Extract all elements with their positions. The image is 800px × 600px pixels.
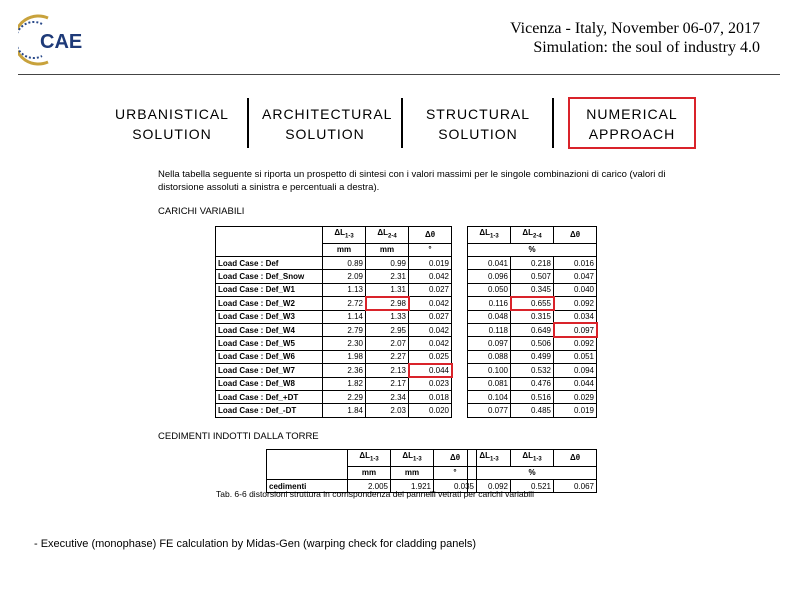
tab-architectural-solution[interactable] [262, 104, 393, 144]
cell-value: 2.005 [348, 479, 391, 492]
table-row [468, 283, 597, 296]
cell-value: 0.485 [511, 404, 554, 417]
row-label: Load Case : Def_W7 [216, 364, 323, 377]
table-row [468, 390, 597, 403]
cell-value: 0.092 [554, 297, 597, 310]
tab-label-line1: URBANISTICAL [115, 106, 229, 122]
cell-value: 0.025 [409, 350, 452, 363]
table-row [468, 323, 597, 336]
cell-value: 0.476 [511, 377, 554, 390]
table-row [468, 350, 597, 363]
event-subtitle: Simulation: the soul of industry 4.0 [533, 39, 760, 56]
row-label: Load Case : Def_Snow [216, 270, 323, 283]
cell-value: 0.345 [511, 283, 554, 296]
cell-value: 0.100 [468, 364, 511, 377]
tab-label-line1: STRUCTURAL [425, 106, 531, 122]
unit-mm: mm [323, 243, 366, 256]
row-label: Load Case : Def_W2 [216, 297, 323, 310]
cell-value: 1.13 [323, 283, 366, 296]
tab-separator [247, 98, 249, 148]
cell-value: 0.044 [554, 377, 597, 390]
cell-value: 2.27 [366, 350, 409, 363]
table-row [468, 337, 597, 350]
cell-value: 0.040 [554, 283, 597, 296]
cell-value: 0.023 [409, 377, 452, 390]
unit-blank [554, 243, 597, 256]
tab-label-line2: APPROACH [588, 126, 676, 142]
tab-label-line2: SOLUTION [438, 126, 518, 142]
cell-value: 0.050 [468, 283, 511, 296]
cell-value: 1.98 [323, 350, 366, 363]
unit-mm: mm [366, 243, 409, 256]
table-row [216, 350, 452, 363]
cell-value: 0.041 [468, 256, 511, 269]
unit-mm: mm [391, 466, 434, 479]
cell-value: 2.31 [366, 270, 409, 283]
cell-value: 0.029 [554, 390, 597, 403]
table-row [216, 337, 452, 350]
table-cedimenti-absolute [266, 449, 477, 493]
col-header-dl13: $\Delta L_{1-3}$ [323, 227, 366, 244]
cell-value: 2.13 [366, 364, 409, 377]
cell-value: 0.506 [511, 337, 554, 350]
footer-note: - Executive (monophase) FE calculation by Midas-Gen (warping check for cladding panels) [34, 538, 477, 550]
table-row [216, 404, 452, 417]
cell-value: 1.31 [366, 283, 409, 296]
header-blank [216, 227, 323, 244]
cell-value: 0.097 [554, 323, 597, 336]
cell-value: 1.84 [323, 404, 366, 417]
cell-value: 0.104 [468, 390, 511, 403]
unit-blank [468, 466, 511, 479]
cell-value: 1.82 [323, 377, 366, 390]
col-header-dl13: $\Delta L_{1-3}$ [391, 450, 434, 467]
table-row [216, 256, 452, 269]
unit-deg: ° [434, 466, 477, 479]
tab-separator [552, 98, 554, 148]
cell-value: 0.027 [409, 283, 452, 296]
intro-paragraph: Nella tabella seguente si riporta un prospetto di sintesi con i valori massimi per le singole combinazioni di carico (valori di distorsione assoluti a sinistra e percentuali a destra). [158, 169, 666, 193]
cell-value: 2.72 [323, 297, 366, 310]
table-row [468, 310, 597, 323]
cell-value: 0.116 [468, 297, 511, 310]
cell-value: 0.499 [511, 350, 554, 363]
unit-mm: mm [348, 466, 391, 479]
tab-label-line1: NUMERICAL [586, 106, 678, 122]
cell-value: 1.14 [323, 310, 366, 323]
col-header-dl13: $\Delta L_{1-3}$ [511, 450, 554, 467]
cell-value: 0.096 [468, 270, 511, 283]
table-row [216, 310, 452, 323]
tab-separator [401, 98, 403, 148]
logo-graphic [18, 10, 98, 70]
cell-value: 2.98 [366, 297, 409, 310]
table-row [468, 270, 597, 283]
cell-value: 0.649 [511, 323, 554, 336]
tab-urbanistical-solution[interactable] [112, 104, 232, 144]
cell-value: 2.17 [366, 377, 409, 390]
tab-structural-solution[interactable] [416, 104, 540, 144]
cell-value: 0.027 [409, 310, 452, 323]
cell-value: 2.36 [323, 364, 366, 377]
cell-value: 1.921 [391, 479, 434, 492]
unit-blank [468, 243, 511, 256]
row-label: Load Case : Def_+DT [216, 390, 323, 403]
unit-deg: ° [409, 243, 452, 256]
cell-value: 0.019 [409, 256, 452, 269]
cell-value: 0.218 [511, 256, 554, 269]
col-header-dtheta: Δθ [554, 227, 597, 244]
cell-value: 2.09 [323, 270, 366, 283]
col-header-dl24: $\Delta L_{2-4}$ [511, 227, 554, 244]
table-row [468, 404, 597, 417]
cell-value: 0.532 [511, 364, 554, 377]
table-row [216, 364, 452, 377]
table-row [216, 270, 452, 283]
cell-value: 2.34 [366, 390, 409, 403]
table-row [216, 297, 452, 310]
cell-value: 0.018 [409, 390, 452, 403]
row-label: Load Case : Def [216, 256, 323, 269]
table-row [468, 256, 597, 269]
cell-value: 0.99 [366, 256, 409, 269]
cell-value: 0.051 [554, 350, 597, 363]
tab-label-line2: SOLUTION [285, 126, 365, 142]
header-divider [18, 74, 780, 75]
cell-value: 2.07 [366, 337, 409, 350]
cell-value: 0.088 [468, 350, 511, 363]
cell-value: 0.092 [468, 479, 511, 492]
table-row [216, 283, 452, 296]
cell-value: 0.081 [468, 377, 511, 390]
table-cedimenti-percent [467, 449, 597, 493]
cell-value: 0.042 [409, 323, 452, 336]
cell-value: 0.655 [511, 297, 554, 310]
cell-value: 1.33 [366, 310, 409, 323]
unit-pct: % [511, 466, 554, 479]
unit-blank [554, 466, 597, 479]
row-label-cedimenti: cedimenti [267, 479, 348, 492]
col-header-dl13: $\Delta L_{1-3}$ [468, 450, 511, 467]
table-row [216, 390, 452, 403]
event-location-date: Vicenza - Italy, November 06-07, 2017 [510, 20, 760, 37]
cell-value: 0.118 [468, 323, 511, 336]
cell-value: 0.048 [468, 310, 511, 323]
cell-value: 0.047 [554, 270, 597, 283]
header-blank [267, 466, 348, 479]
cell-value: 0.315 [511, 310, 554, 323]
cell-value: 0.042 [409, 297, 452, 310]
cell-value: 2.30 [323, 337, 366, 350]
table-percent-distortions [467, 226, 597, 418]
cell-value: 0.516 [511, 390, 554, 403]
cae-logo [18, 10, 98, 70]
cell-value: 0.042 [409, 337, 452, 350]
cell-value: 0.507 [511, 270, 554, 283]
cell-value: 0.094 [554, 364, 597, 377]
cell-value: 0.034 [554, 310, 597, 323]
cell-value: 0.521 [511, 479, 554, 492]
col-header-dtheta: Δθ [409, 227, 452, 244]
cell-value: 2.03 [366, 404, 409, 417]
cell-value: 0.020 [409, 404, 452, 417]
col-header-dl24: $\Delta L_{2-4}$ [366, 227, 409, 244]
cell-value: 0.89 [323, 256, 366, 269]
row-label: Load Case : Def_-DT [216, 404, 323, 417]
table-row [216, 323, 452, 336]
row-label: Load Case : Def_W4 [216, 323, 323, 336]
col-header-dtheta: Δθ [554, 450, 597, 467]
logo-text: CAE [40, 31, 83, 53]
col-header-dl13: $\Delta L_{1-3}$ [348, 450, 391, 467]
col-header-dl13: $\Delta L_{1-3}$ [468, 227, 511, 244]
table-caption: Tab. 6-6 distorsioni struttura in corrispondenza dei pannelli vetrati per carichi variabili [216, 489, 534, 499]
table-row [468, 377, 597, 390]
section-title-carichi-variabili: CARICHI VARIABILI [158, 206, 245, 217]
table-row [468, 364, 597, 377]
row-label: Load Case : Def_W8 [216, 377, 323, 390]
unit-pct: % [511, 243, 554, 256]
cell-value: 0.044 [409, 364, 452, 377]
table-row [216, 377, 452, 390]
row-label: Load Case : Def_W1 [216, 283, 323, 296]
row-label: Load Case : Def_W3 [216, 310, 323, 323]
tab-label-line1: ARCHITECTURAL [262, 106, 393, 122]
tab-numerical-approach[interactable] [568, 97, 696, 149]
cell-value: 0.067 [554, 479, 597, 492]
cell-value: 2.79 [323, 323, 366, 336]
cell-value: 0.092 [554, 337, 597, 350]
col-header-dtheta: Δθ [434, 450, 477, 467]
header-blank [216, 243, 323, 256]
header-blank [267, 450, 348, 467]
cell-value: 0.035 [434, 479, 477, 492]
section-title-cedimenti: CEDIMENTI INDOTTI DALLA TORRE [158, 431, 319, 442]
row-label: Load Case : Def_W6 [216, 350, 323, 363]
tab-label-line2: SOLUTION [132, 126, 212, 142]
cell-value: 0.016 [554, 256, 597, 269]
cell-value: 0.097 [468, 337, 511, 350]
cell-value: 2.29 [323, 390, 366, 403]
cell-value: 0.042 [409, 270, 452, 283]
cell-value: 2.95 [366, 323, 409, 336]
cell-value: 0.019 [554, 404, 597, 417]
table-absolute-distortions [215, 226, 452, 418]
row-label: Load Case : Def_W5 [216, 337, 323, 350]
table-row [468, 297, 597, 310]
cell-value: 0.077 [468, 404, 511, 417]
